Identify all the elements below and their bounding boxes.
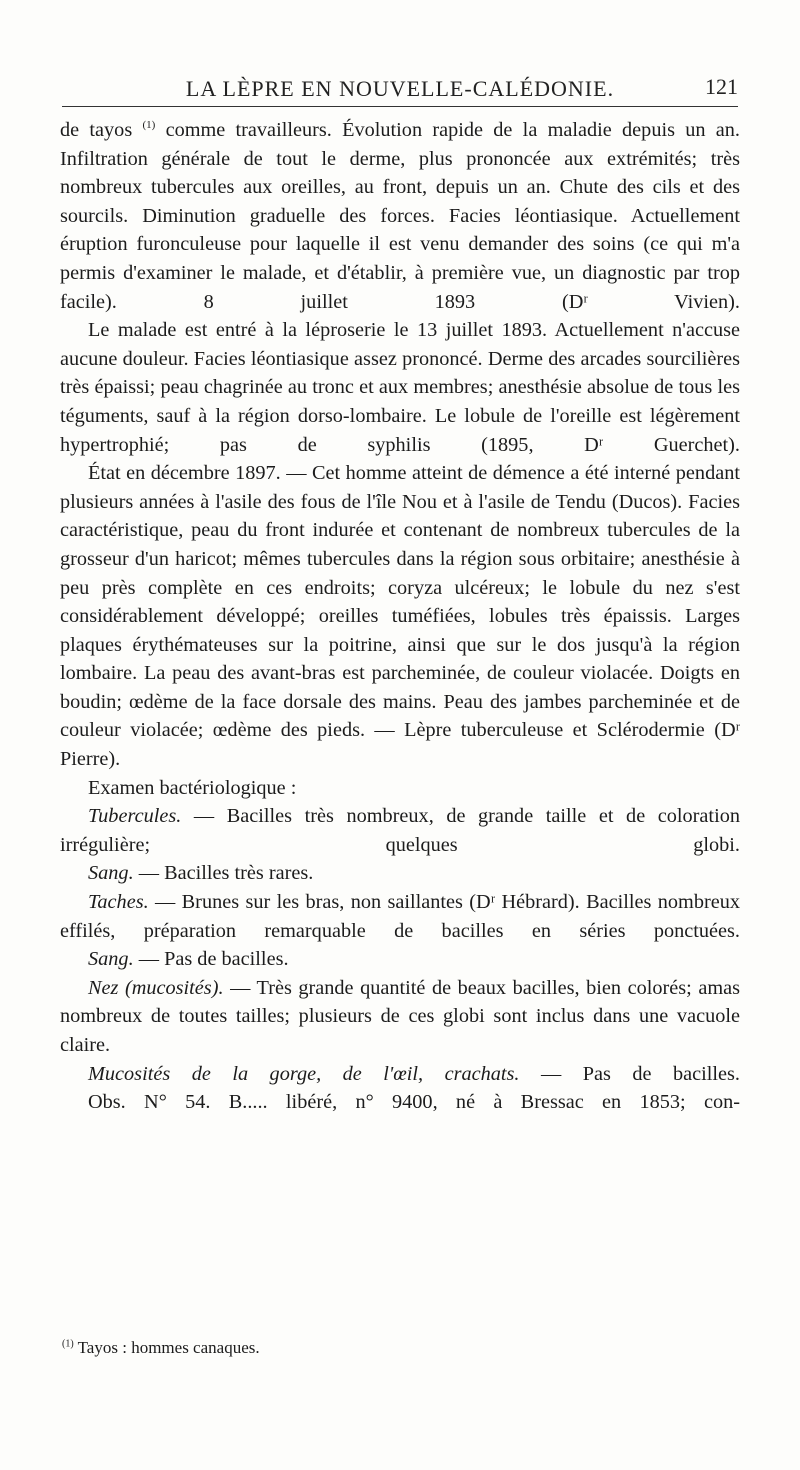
paragraph-exam-heading: Examen bactériologique : <box>88 776 297 799</box>
footnote-reference: (1) <box>142 119 156 132</box>
page-header <box>62 72 738 107</box>
paragraph-2: Le malade est entré à la léproserie le 13 juillet 1893. Actuellement n'accuse aucune douleur. Facies léontiasique assez prononcé. Derme des arcades sourcilières très épaissi; peau chagrinée au tronc et aux membres; anesthésie absolue de tous les téguments, sauf à la région dorso-lombaire. Le lobule de l'oreille est légèrement hypertrophié; pas de syphilis (1895, Dʳ Guerchet). <box>60 319 740 456</box>
footnote-mark: (1) <box>62 1338 74 1350</box>
exam-text: — Pas de bacilles. <box>519 1062 740 1085</box>
page-number: 121 <box>705 74 738 99</box>
exam-taches <box>60 888 740 945</box>
exam-label: Nez (mucosités). <box>88 976 224 999</box>
exam-label: Sang. <box>88 948 134 971</box>
paragraph-1 <box>60 116 740 316</box>
paragraph-1-text: comme travailleurs. Évolution rapide de la maladie depuis un an. Infiltration générale de tout le derme, plus prononcée aux extrémités; très nombreux tubercules aux oreilles, au front, depuis un an. Chute des cils et des sourcils. Diminution graduelle des forces. Facies léontiasique. Actuellement éruption furonculeuse pour laquelle il est venu demander des soins (ce qui m'a permis d'examiner le malade, et d'établir, à première vue, un diagnostic par trop facile). 8 juillet 1893 (Dʳ Vivien). <box>60 119 741 313</box>
exam-sang-2 <box>60 945 740 974</box>
exam-text: — Bacilles très rares. <box>133 862 314 885</box>
exam-nez <box>60 974 740 1060</box>
exam-label: Tubercules. <box>88 805 182 828</box>
paragraph-1-lead: de tayos <box>60 119 143 141</box>
footnote-text: Tayos : hommes canaques. <box>73 1338 260 1357</box>
exam-sang-1 <box>60 859 740 888</box>
exam-text: — Très grande quantité de beaux bacilles, bien colorés; amas nombreux de toutes tailles; plusieurs de ces globi sont inclus dans une vacuole claire. <box>60 976 740 1056</box>
paragraph-3: État en décembre 1897. — Cet homme atteint de démence a été interné pendant plusieurs années à l'asile des fous de l'île Nou et à l'asile de Tendu (Ducos). Facies caractéristique, peau du front indurée et contenant de nombreux tubercules de la grosseur d'un haricot; mêmes tubercules dans la région sous orbitaire; anesthésie à peu près complète en ces endroits; coryza ulcéreux; le lobule du nez s'est considérablement développé; oreilles tuméfiées, lobules très épaissis. Larges plaques érythémateuses sur la poitrine, ainsi que sur le dos jusqu'à la région lombaire. La peau des avant-bras est parcheminée, de couleur violacée. Doigts en boudin; œdème de la face dorsale des mains. Peau des jambes parcheminée et de couleur violacée; œdème des pieds. — Lèpre tuberculeuse et Sclérodermie (Dʳ Pierre). <box>60 462 740 771</box>
exam-label: Taches. <box>88 891 149 914</box>
body-text <box>60 116 740 1117</box>
running-head: LA LÈPRE EN NOUVELLE-CALÉDONIE. <box>185 76 615 101</box>
exam-label: Mucosités de la gorge, de l'œil, crachats. <box>88 1062 520 1085</box>
observation-54: Obs. N° 54. B..... libéré, n° 9400, né à Bressac en 1853; con- <box>88 1091 740 1114</box>
exam-tubercules <box>60 802 740 859</box>
footnote <box>62 1336 742 1360</box>
exam-text: — Brunes sur les bras, non saillantes (Dʳ Hébrard). Bacilles nombreux effilés, préparation remarquable de bacilles en séries ponctuées. <box>60 891 740 942</box>
exam-text: — Pas de bacilles. <box>133 948 289 971</box>
exam-text: — Bacilles très nombreux, de grande taille et de coloration irrégulière; quelques globi. <box>60 805 740 856</box>
exam-mucosites <box>60 1060 740 1089</box>
exam-label: Sang. <box>88 862 134 885</box>
